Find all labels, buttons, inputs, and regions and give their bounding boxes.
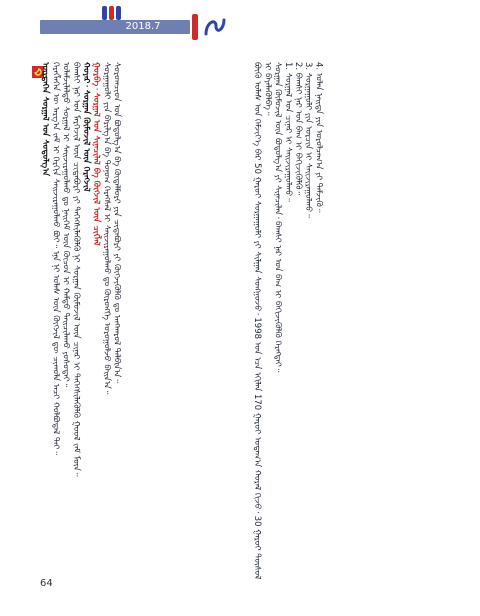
numbered-point: 4. ᠣᠯᠠᠨ ᠨᠡᠢᠲᠡ ᠶᠢᠨ ᠣᠷᠣᠯᠴᠠᠭ᠎ᠠ ᠶᠢ ᠳᠡᠮᠵᠢᠬᠦ᠃ <box>313 62 324 213</box>
paragraph: ᠤᠯᠠᠮᠵᠢᠯᠠᠯᠲᠤ ᠰᠤᠷᠭᠠᠯ ᠢ ᠰᠠᠢᠵᠢᠷᠠᠭᠤᠯᠬᠤ ᠳᠤ ᠨᠡᠢᠭᠡᠮ ᠦᠨ ᠬᠦᠴᠦᠨ ᠢ ᠬᠠᠮᠲᠤ ᠳᠠᠢᠴᠢᠯᠠᠬᠤ ᠶᠣᠰᠣᠲᠠᠢ᠃ <box>60 62 71 388</box>
issue-date: 2018.7 <box>125 21 161 32</box>
numbered-point: 2. ᠪᠠᠭᠰᠢ ᠨᠠᠷ ᠤᠨ ᠪᠠᠭ ᠢ ᠪᠡᠬᠢᠵᠢᠭᠦᠯᠬᠦ᠃ <box>293 62 304 196</box>
paragraph: ᠪᠦᠬᠦ ᠤᠯᠠᠰ ᠤᠨ ᠬᠡᠮᠵᠢᠶ᠎ᠡ ᠪᠡᠷ 50 ᠭᠠᠷᠤᠢ ᠰᠤᠷᠭᠠᠭᠤᠯᠢ ᠶᠢ ᠰᠢᠯᠭᠠᠨ ᠰᠣᠩᠭᠣᠵᠤ᠂ 1998 ᠣᠨ ᠡᠴᠡ ᠡᠬᠢᠯᠡᠨ 170 ᠭᠠᠷᠤᠢ ᠤᠳᠠᠭ᠎ᠠ ᠬᠤᠷᠠᠯ ᠬᠢᠵᠦ᠂ 30 ᠭᠠᠷᠤᠢ ᠲᠥᠰᠥᠯ ᠢ ᠪᠡᠶᠡᠯᠡᠭᠦᠯᠪᠡ᠃ <box>252 62 273 580</box>
journal-header <box>40 4 220 56</box>
journal-mark-icon <box>202 14 228 40</box>
column-caption: ᠦᠷᠲᠡᠭᠡᠨ ᠰᠤᠷᠭᠠᠯ ᠤᠨ ᠰᠤᠳᠤᠯᠭ᠎ᠠ <box>40 62 51 177</box>
section-title: ᠭᠤᠷᠪᠠ᠂ ᠰᠤᠷᠭᠠᠯ ᠤᠨ ᠰᠢᠨᠡᠴᠢᠯᠡᠯ ᠪᠠ ᠬᠥᠭᠵᠢᠯ ᠦᠨ ᠴᠢᠭᠯᠡᠯ <box>91 62 102 246</box>
right-text-column <box>252 62 450 582</box>
header-accent-bar <box>192 14 198 40</box>
subheading: ᠬᠣᠶᠠᠷ᠂ ᠰᠤᠷᠭᠠᠨ ᠬᠦᠮᠦᠵᠢᠯ ᠦᠨ ᠬᠡᠷᠡᠭᠵᠢᠯ <box>81 62 92 192</box>
page-number: 64 <box>40 578 53 589</box>
left-text-column <box>40 62 238 582</box>
numbered-point: 1. ᠰᠤᠷᠭᠠᠯ ᠤᠨ ᠴᠢᠨᠠᠷ ᠢ ᠰᠠᠢᠵᠢᠷᠠᠭᠤᠯᠬᠤ᠃ <box>282 62 293 202</box>
paragraph: ᠰᠤᠷᠭᠠᠨ ᠬᠦᠮᠦᠵᠢᠯ ᠦᠨ ᠪᠣᠳᠤᠯᠭ᠎ᠠ ᠶᠢ ᠰᠢᠨᠡᠴᠢᠯᠡᠨ᠂ ᠪᠠᠭᠰᠢ ᠨᠠᠷ ᠤᠨ ᠪᠠᠭ ᠢ ᠪᠡᠬᠢᠵᠢᠭᠦᠯᠬᠦ ᠬᠡᠷᠡᠭᠲᠡᠢ᠃ <box>272 62 283 373</box>
journal-logo-icon <box>102 6 124 20</box>
paragraph: ᠰᠤᠷᠤᠭᠴᠢᠳ ᠤᠨ ᠪᠣᠳᠤᠯᠭ᠎ᠠ ᠪᠠ ᠬᠥᠳᠡᠯᠮᠦᠷᠢ ᠶᠢᠨ ᠴᠢᠳᠠᠪᠤᠷᠢ ᠶᠢ ᠬᠥᠭᠵᠢᠭᠦᠯᠬᠦ ᠳᠤ ᠠᠨᠭᠬᠠᠷᠤᠯ ᠲᠠᠯᠪᠢᠨ᠎ᠠ᠃ <box>111 62 122 383</box>
paragraph: ᠰᠤᠷᠭᠠᠭᠤᠯᠢ ᠶᠢᠨ ᠪᠠᠷᠢᠯᠭ᠎ᠠ ᠪᠠ ᠲᠣᠨᠣᠭ ᠬᠡᠷᠡᠭᠰᠡᠯ ᠢ ᠰᠠᠢᠵᠢᠷᠠᠭᠤᠯᠬᠤ ᠳᠤ ᠬᠥᠷᠥᠩᠭᠡ ᠣᠷᠣᠭᠤᠯᠵᠤ ᠪᠠᠢᠨ᠎ᠠ᠃ <box>101 62 112 395</box>
numbered-point: 3. ᠰᠤᠷᠭᠠᠭᠤᠯᠢ ᠶᠢᠨ ᠣᠷᠴᠢᠨ ᠢ ᠰᠠᠢᠵᠢᠷᠠᠭᠤᠯᠬᠤ᠃ <box>303 62 314 218</box>
paragraph: ᠪᠠᠭᠰᠢ ᠨᠠᠷ ᠤᠨ ᠮᠡᠷᠭᠡᠵᠢᠯ ᠦᠨ ᠴᠢᠳᠠᠪᠤᠷᠢ ᠶᠢ ᠳᠡᠭᠡᠭᠰᠢᠯᠡᠭᠦᠯᠬᠦ ᠨᠢ ᠰᠤᠷᠭᠠᠨ ᠬᠦᠮᠦᠵᠢᠯ ᠦᠨ ᠴᠢᠨᠠᠷ ᠢ ᠳᠡᠭᠡᠭᠰᠢᠯᠡᠭᠦᠯᠬᠦ ᠭᠣᠣᠯ ᠵᠠᠮ ᠮᠥᠨ᠃ <box>70 62 81 477</box>
paragraph: ᠬᠡᠷᠡᠭᠯᠡᠭᠡᠨ ᠦ ᠠᠷᠭ᠎ᠠ ᠵᠠᠮ ᠢ ᠬᠡᠷᠬᠢᠨ ᠰᠠᠢᠵᠢᠷᠠᠭᠤᠯᠬᠤ ᠪᠤᠢ᠃ ᠡᠨᠡ ᠨᠢ ᠤᠯᠠᠰ ᠦᠨ ᠬᠥᠭᠵᠢᠯ ᠳᠦ ᠴᠢᠬᠤᠯᠠ ᠠᠴᠢ ᠬᠣᠯᠪᠣᠳᠠᠯ ᠲᠠᠢ᠃ <box>50 62 61 455</box>
